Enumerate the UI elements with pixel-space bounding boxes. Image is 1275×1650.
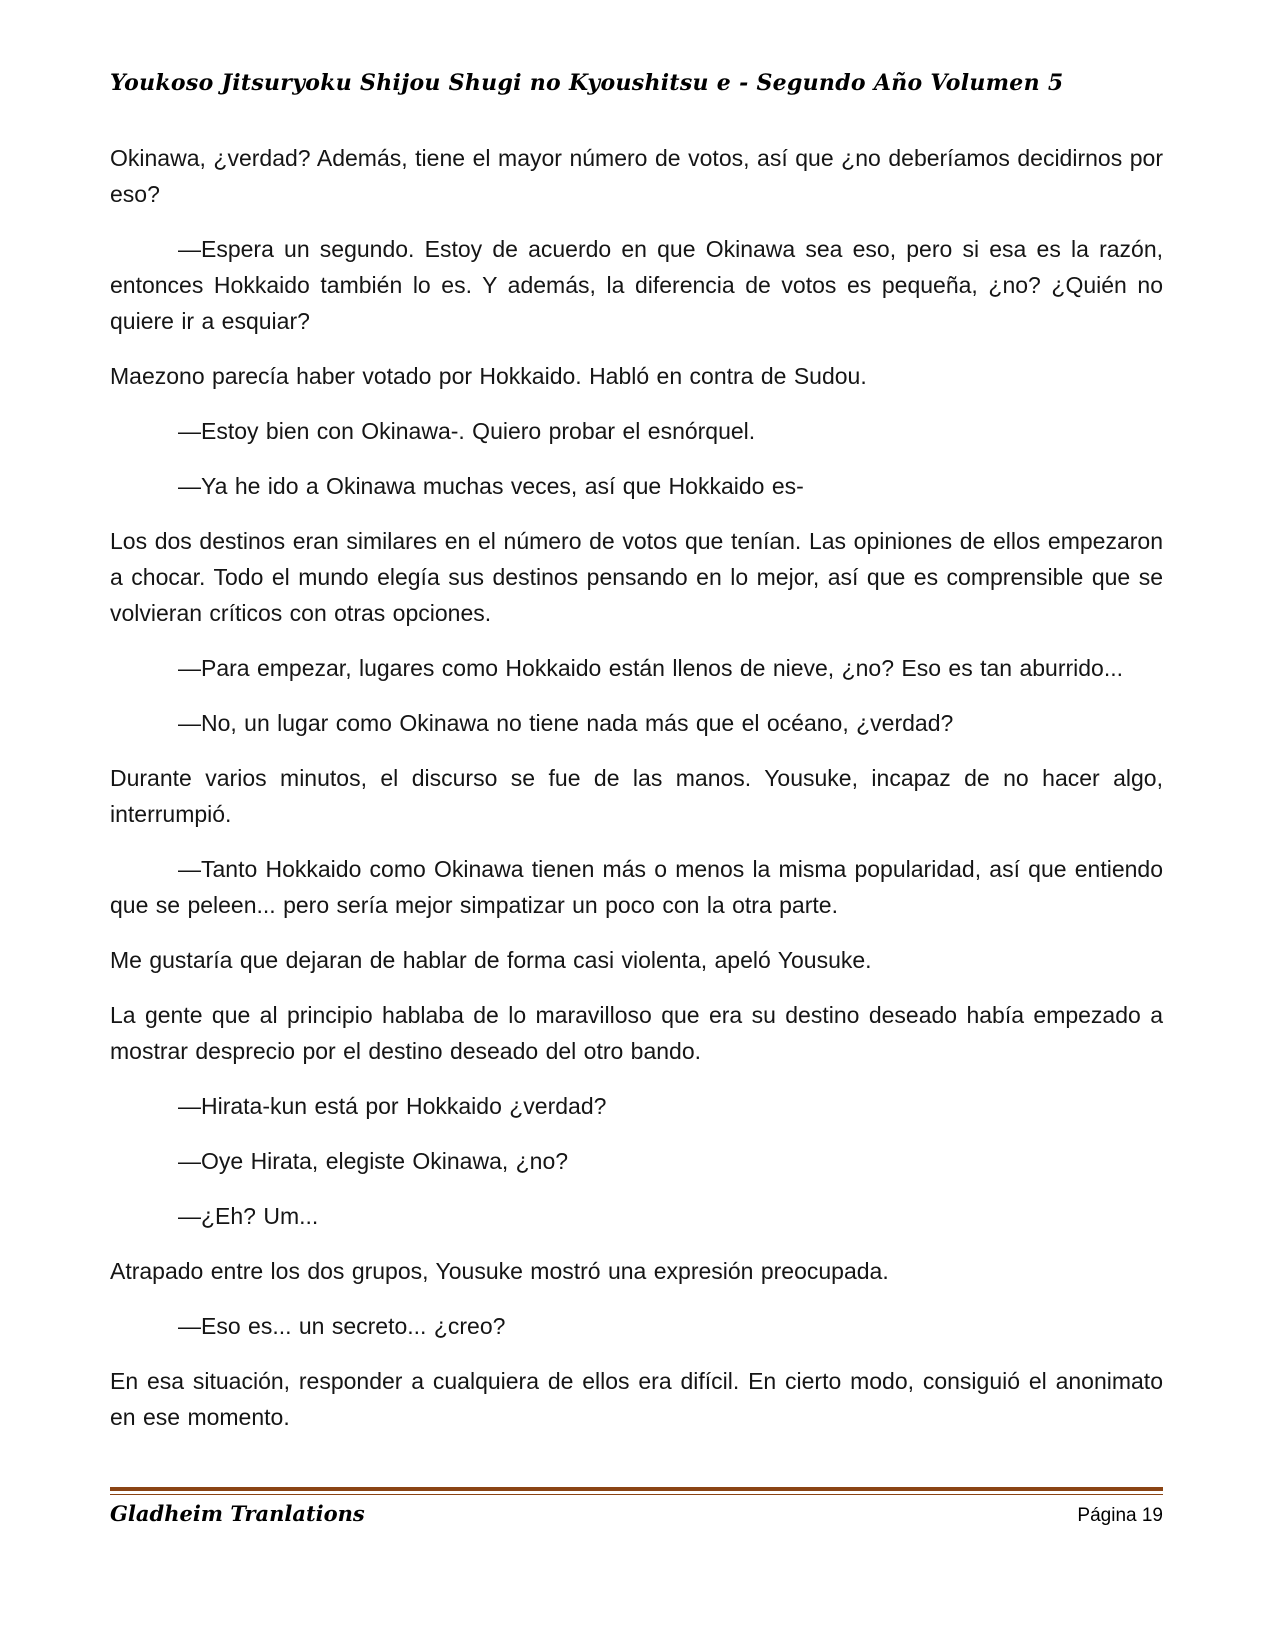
- narration-paragraph: La gente que al principio hablaba de lo maravilloso que era su destino deseado había empezado a mostrar desprecio por el destino deseado del otro bando.: [110, 1002, 1163, 1064]
- page-footer: [110, 1487, 1163, 1527]
- footer-divider: [110, 1487, 1163, 1495]
- footer-translator-credit: Gladheim Tranlations: [110, 1501, 365, 1526]
- dialogue-paragraph: —Eso es... un secreto... ¿creo?: [178, 1313, 506, 1339]
- dialogue-paragraph: —Espera un segundo. Estoy de acuerdo en que Okinawa sea eso, pero si esa es la razón, entonces Hokkaido también lo es. Y además, la diferencia de votos es pequeña, ¿no? ¿Quién no quiere ir a esquiar?: [110, 236, 1163, 334]
- dialogue-paragraph: —Oye Hirata, elegiste Okinawa, ¿no?: [178, 1148, 569, 1174]
- dialogue-paragraph: —Estoy bien con Okinawa-. Quiero probar el esnórquel.: [178, 418, 756, 444]
- dialogue-paragraph: —Hirata-kun está por Hokkaido ¿verdad?: [178, 1093, 607, 1119]
- dialogue-paragraph: —¿Eh? Um...: [178, 1203, 319, 1229]
- narration-paragraph: Durante varios minutos, el discurso se fue de las manos. Yousuke, incapaz de no hacer algo, interrumpió.: [110, 765, 1163, 827]
- footer-row: [110, 1501, 1163, 1527]
- footer-page-number: Página 19: [1077, 1505, 1163, 1526]
- narration-paragraph: Okinawa, ¿verdad? Además, tiene el mayor número de votos, así que ¿no deberíamos decidirnos por eso?: [110, 145, 1163, 207]
- dialogue-paragraph: —No, un lugar como Okinawa no tiene nada más que el océano, ¿verdad?: [178, 710, 954, 736]
- narration-paragraph: En esa situación, responder a cualquiera de ellos era difícil. En cierto modo, consiguió el anonimato en ese momento.: [110, 1368, 1163, 1430]
- narration-paragraph: Atrapado entre los dos grupos, Yousuke mostró una expresión preocupada.: [110, 1258, 889, 1284]
- dialogue-paragraph: —Tanto Hokkaido como Okinawa tienen más o menos la misma popularidad, así que entiendo que se peleen... pero sería mejor simpatizar un poco con la otra parte.: [110, 856, 1163, 918]
- narration-paragraph: Los dos destinos eran similares en el número de votos que tenían. Las opiniones de ellos empezaron a chocar. Todo el mundo elegía sus destinos pensando en lo mejor, así que es comprensible que se volvieran críticos con otras opciones.: [110, 528, 1163, 626]
- dialogue-paragraph: —Para empezar, lugares como Hokkaido están llenos de nieve, ¿no? Eso es tan aburrido...: [178, 655, 1124, 681]
- header-title: Youkoso Jitsuryoku Shijou Shugi no Kyoushitsu e - Segundo Año Volumen 5: [110, 70, 1064, 96]
- narration-paragraph: Me gustaría que dejaran de hablar de forma casi violenta, apeló Yousuke.: [110, 947, 872, 973]
- page-header: [110, 70, 1163, 96]
- dialogue-paragraph: —Ya he ido a Okinawa muchas veces, así que Hokkaido es-: [178, 473, 804, 499]
- body-paragraphs: [110, 140, 1163, 1454]
- narration-paragraph: Maezono parecía haber votado por Hokkaido. Habló en contra de Sudou.: [110, 363, 867, 389]
